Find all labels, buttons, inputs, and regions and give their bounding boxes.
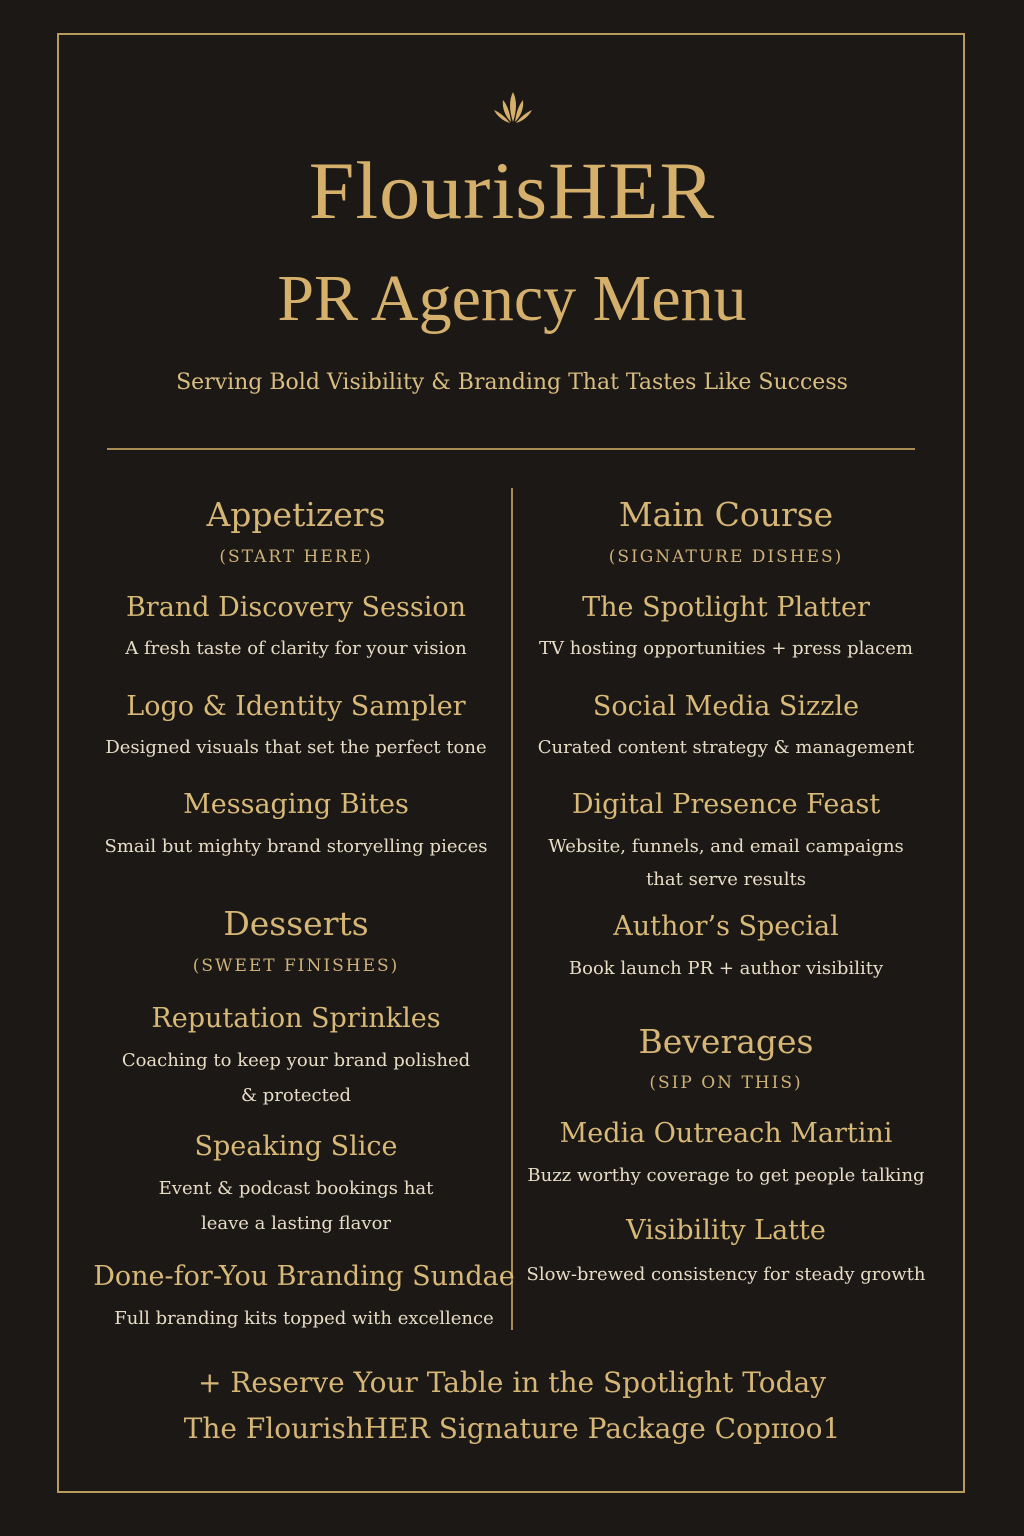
menu-item-desc: Smail but mighty brand storyelling pieces bbox=[104, 836, 488, 857]
section-subtitle-desserts: (SWEET FINISHES) bbox=[192, 956, 400, 976]
section-subtitle-appetizers: (START HERE) bbox=[219, 547, 373, 567]
section-subtitle-beverages: (SIP ON THIS) bbox=[649, 1073, 803, 1093]
menu-title: PR Agency Menu bbox=[277, 262, 747, 335]
menu-item-desc: Designed visuals that set the perfect tone bbox=[105, 737, 487, 758]
menu-item-name: Messaging Bites bbox=[183, 789, 409, 820]
section-title-desserts: Desserts bbox=[223, 904, 369, 943]
menu-item-desc: Buzz worthy coverage to get people talking bbox=[527, 1165, 925, 1186]
menu-item-desc-continued: & protected bbox=[240, 1085, 352, 1106]
section-subtitle-main-course: (SIGNATURE DISHES) bbox=[608, 547, 844, 567]
menu-item-name: Done-for-You Branding Sundae bbox=[93, 1261, 515, 1292]
menu-item-desc: Full branding kits topped with excellence bbox=[114, 1308, 494, 1329]
menu-item-name: Reputation Sprinkles bbox=[151, 1003, 441, 1034]
section-title-beverages: Beverages bbox=[638, 1022, 814, 1061]
menu-item-name: Speaking Slice bbox=[194, 1131, 398, 1162]
signature-package-line: The FlourishHER Signature Package Copɪɪoo1 bbox=[183, 1412, 841, 1445]
section-title-main-course: Main Course bbox=[618, 495, 834, 534]
menu-item-name: Digital Presence Feast bbox=[571, 789, 881, 820]
menu-item-desc: Event & podcast bookings hat bbox=[158, 1178, 434, 1199]
lotus-fan-icon bbox=[489, 88, 537, 128]
menu-item-name: The Spotlight Platter bbox=[582, 592, 870, 623]
menu-item-name: Logo & Identity Sampler bbox=[126, 691, 466, 722]
menu-item-name: Media Outreach Martini bbox=[559, 1118, 893, 1149]
menu-item-desc: Book launch PR + author visibility bbox=[568, 958, 884, 979]
menu-item-desc-continued: leave a lasting flavor bbox=[200, 1213, 392, 1234]
menu-item-desc-continued: that serve results bbox=[646, 869, 806, 890]
menu-item-desc: Website, funnels, and email campaigns bbox=[548, 836, 904, 857]
menu-item-desc: Coaching to keep your brand polished bbox=[121, 1050, 471, 1071]
reserve-call-to-action: + Reserve Your Table in the Spotlight Today bbox=[197, 1366, 827, 1399]
menu-item-desc: TV hosting opportunities + press placem bbox=[539, 638, 913, 659]
menu-item-desc: A fresh taste of clarity for your vision bbox=[125, 638, 467, 659]
menu-item-name: Author’s Special bbox=[613, 911, 839, 942]
menu-item-name: Social Media Sizzle bbox=[592, 691, 860, 722]
tagline: Serving Bold Visibility & Branding That Tastes Like Success bbox=[176, 370, 848, 395]
header-divider bbox=[107, 448, 915, 450]
brand-title: FlourisHER bbox=[308, 145, 716, 236]
menu-item-desc: Curated content strategy & management bbox=[537, 737, 915, 758]
menu-item-desc: Slow-brewed consistency for steady growth bbox=[526, 1264, 926, 1285]
menu-item-name: Visibility Latte bbox=[626, 1215, 826, 1246]
section-title-appetizers: Appetizers bbox=[206, 495, 386, 534]
menu-item-name: Brand Discovery Session bbox=[125, 592, 467, 623]
